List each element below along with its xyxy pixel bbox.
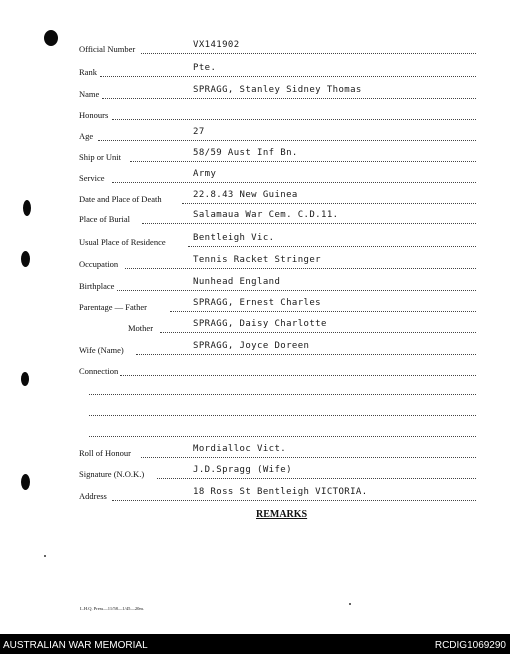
father-dotted-line [170,311,476,312]
punch-hole [21,372,29,386]
official-number-value: VX141902 [193,40,240,50]
official-number-label: Official Number [79,44,136,54]
remarks-heading: REMARKS [256,509,308,520]
wife-label: Wife (Name) [79,345,124,355]
mother-dotted-line [160,332,476,333]
archive-footer-bar [0,634,510,654]
punch-hole [21,251,30,267]
name-label: Name [79,89,100,99]
service-label: Service [79,173,105,183]
address-dotted-line [112,500,476,501]
service-value: Army [193,169,217,179]
usual-residence-label: Usual Place of Residence [79,237,166,247]
punch-hole [21,474,30,490]
occupation-label: Occupation [79,259,119,269]
mother-label: Mother [128,323,154,333]
age-value: 27 [193,127,205,137]
connection-label: Connection [79,366,119,376]
rank-label: Rank [79,67,97,77]
occupation-value: Tennis Racket Stringer [193,255,322,265]
punch-hole [44,30,58,46]
roll-of-honour-value: Mordialloc Vict. [193,444,287,454]
footer-record-id: RCDIG1069290 [434,640,506,651]
connection-dotted-line [120,375,476,376]
mother-value: SPRAGG, Daisy Charlotte [193,319,327,329]
name-dotted-line [102,98,476,99]
address-value: 18 Ross St Bentleigh VICTORIA. [193,487,368,497]
wife-value: SPRAGG, Joyce Doreen [193,341,310,351]
official-number-dotted-line [141,53,476,54]
birthplace-label: Birthplace [79,281,115,291]
usual-residence-value: Bentleigh Vic. [193,233,275,243]
signature-dotted-line [157,478,476,479]
rank-value: Pte. [193,63,217,73]
roll-of-honour-label: Roll of Honour [79,448,131,458]
date-place-death-value: 22.8.43 New Guinea [193,190,298,200]
printer-imprint: L.H.Q. Press—11/58—1/45—20m. [80,606,144,611]
rank-dotted-line [100,76,476,77]
connection-extra-line [89,394,476,395]
honours-dotted-line [112,119,476,120]
ship-or-unit-label: Ship or Unit [79,152,122,162]
age-dotted-line [98,140,476,141]
age-label: Age [79,131,94,141]
connection-extra-line [89,436,476,437]
place-of-burial-value: Salamaua War Cem. C.D.11. [193,210,339,220]
date-place-death-dotted-line [182,203,476,204]
service-dotted-line [112,182,476,183]
address-label: Address [79,491,107,501]
date-place-death-label: Date and Place of Death [79,194,162,204]
ship-or-unit-value: 58/59 Aust Inf Bn. [193,148,298,158]
father-value: SPRAGG, Ernest Charles [193,298,322,308]
paper-speck [349,603,351,605]
connection-extra-line [89,415,476,416]
birthplace-dotted-line [117,290,476,291]
occupation-dotted-line [125,268,476,269]
signature-label: Signature (N.O.K.) [79,469,145,479]
usual-residence-dotted-line [188,246,476,247]
footer-institution: AUSTRALIAN WAR MEMORIAL [3,640,148,651]
place-of-burial-dotted-line [142,223,476,224]
honours-label: Honours [79,110,109,120]
roll-of-honour-dotted-line [141,457,476,458]
paper-speck [44,555,46,557]
ship-or-unit-dotted-line [130,161,476,162]
punch-hole [23,200,31,216]
signature-value: J.D.Spragg (Wife) [193,465,292,475]
wife-dotted-line [136,354,476,355]
birthplace-value: Nunhead England [193,277,281,287]
father-label: Parentage — Father [79,302,147,312]
place-of-burial-label: Place of Burial [79,214,130,224]
name-value: SPRAGG, Stanley Sidney Thomas [193,85,362,95]
